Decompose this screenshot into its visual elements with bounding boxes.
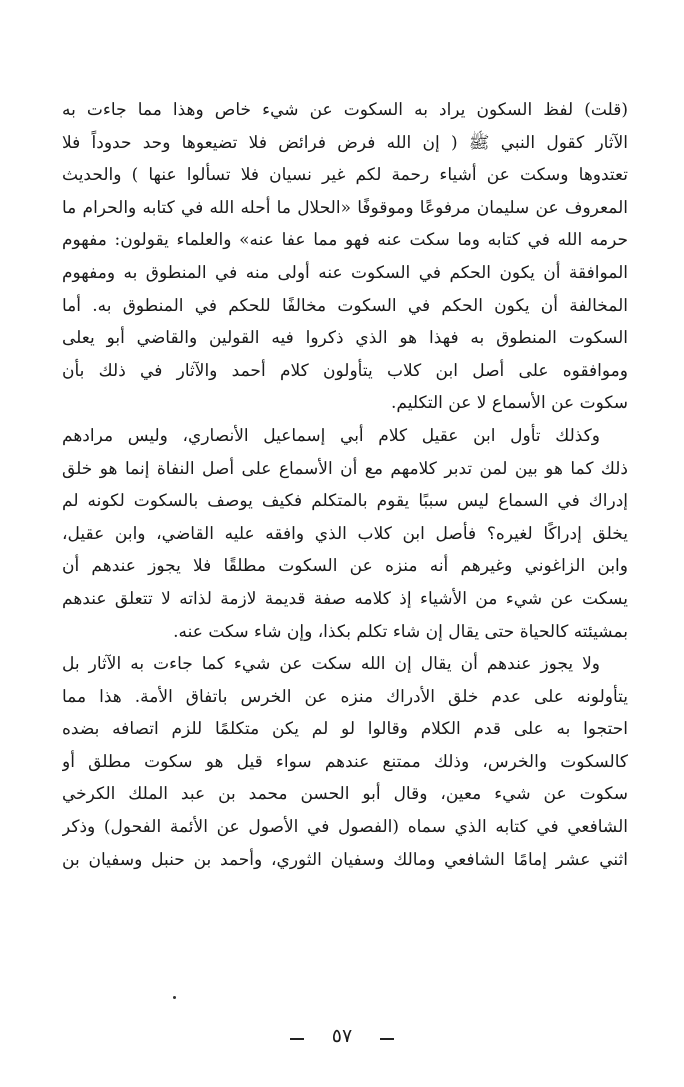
page-footer: [0, 1018, 684, 1054]
paragraph-2: [62, 420, 628, 648]
text-line: وموافقوه على أصل ابن كلاب يتأولون كلام أحمد والآثار في ذلك بأن: [62, 360, 628, 381]
text-line: كالسكوت والخرس، وذلك ممتنع عندهم سواء قيل هو سكوت مطلق أو: [62, 751, 628, 772]
text-line: (قلت) لفظ السكون يراد به السكوت عن شيء خاص وهذا مما جاءت به: [62, 100, 628, 120]
text-line: الشافعي في كتابه الذي سماه (الفصول في الأصول عن الأئمة الفحول) وذكر: [62, 817, 628, 838]
page-number: ٥٧: [331, 1025, 353, 1047]
text-line: ولا يجوز عندهم أن يقال إن الله سكت عن شيء كما جاءت به الآثار بل: [62, 654, 600, 675]
main-text: [62, 94, 628, 876]
text-line: بمشيئته كالحياة حتى يقال إن شاء تكلم بكذا، وإن شاء سكت عنه.: [173, 621, 628, 642]
text-line: السكوت المنطوق به فهذا هو الذي ذكروا فيه القولين والقاضي أبو يعلى: [62, 328, 628, 349]
text-line: حرمه الله في كتابه وما سكت عنه فهو مما عفا عنه» والعلماء يقولون: مفهوم: [62, 230, 628, 251]
footer-dash-right: [380, 1038, 394, 1040]
text-line: احتجوا به على قدم الكلام وقالوا لو لم يكن متكلمًا للزم اتصافه بضده: [62, 719, 628, 740]
text-line: وابن الزاغوني وغيرهم أنه منزه عن السكوت مطلقًا فلا يجوز عندهم أن: [62, 556, 628, 577]
text-line: ذلك كما هو بين لمن تدبر كلامهم مع أن الأسماع على أصل النفاة إنما هو خلق: [62, 458, 628, 479]
text-line: المعروف عن سليمان مرفوعًا وموقوفًا «الحلال ما أحله الله في كتابه والحرام ما: [62, 197, 628, 218]
text-line: المخالفة أن يكون الحكم في السكوت مخالفًا للحكم في المنطوق به. أما: [62, 295, 628, 316]
text-line: يتأولونه على عدم خلق الأدراك منزه عن الخرس باتفاق الأمة. هذا مما: [62, 686, 628, 707]
paragraph-3: [62, 648, 628, 876]
text-line: وكذلك تأول ابن عقيل كلام أبي إسماعيل الأنصاري، وليس مرادهم: [62, 425, 600, 446]
text-line: يسكت عن شيء من الأشياء إذ كلامه صفة قديمة لازمة لذاته لا تتعلق عندهم: [62, 588, 628, 609]
text-line: تعتدوها وسكت عن أشياء رحمة لكم غير نسيان فلا تسألوا عنها ) والحديث: [62, 165, 628, 186]
print-speck: [173, 996, 176, 999]
footer-dash-left: [290, 1038, 304, 1040]
text-line: سكوت عن شيء معين، وقال أبو الحسن محمد بن عبد الملك الكرخي: [62, 784, 628, 805]
text-line: اثني عشر إمامًا الشافعي ومالك وسفيان الثوري، وأحمد بن حنبل وسفيان بن: [62, 849, 628, 870]
text-line: الموافقة أن يكون الحكم في السكوت عنه أولى منه في المنطوق به ومفهوم: [62, 262, 628, 283]
paragraph-1: [62, 94, 628, 420]
text-line: يخلق إدراكًا لغيره؟ فأصل ابن كلاب الذي وافقه عليه القاضي، وابن عقيل،: [62, 523, 628, 544]
text-line: الآثار كقول النبي ﷺ ( إن الله فرض فرائض فلا تضيعوها وحد حدوداً فلا: [62, 132, 628, 153]
text-line: إدراك في السماع ليس سببًا يقوم بالمتكلم فكيف يوصف بالسكوت لكونه لم: [62, 491, 628, 512]
text-line: سكوت عن الأسماع لا عن التكليم.: [390, 393, 628, 414]
